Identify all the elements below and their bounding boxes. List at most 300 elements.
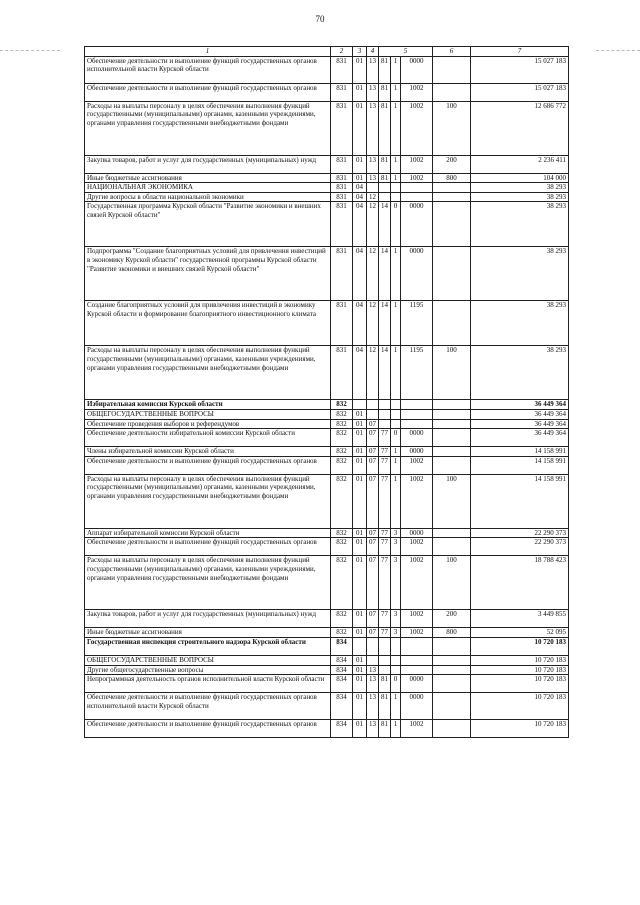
row-direction-code: 0000 [401,202,433,247]
row-section-code: 01 [353,538,367,556]
row-section-code: 01 [353,610,367,628]
row-section-code: 04 [353,202,367,247]
row-expense-type [433,202,471,247]
table-row [85,429,569,447]
table-row [85,693,569,720]
row-amount: 104 000 [471,173,569,183]
row-name: Подпрограмма "Создание благоприятных условий для привлечения инвестиций в экономику Курской области" государственной программы Курской области "Развитие экономики и внешних связей Курской области" [85,247,331,301]
row-amount: 38 293 [471,192,569,202]
table-row [85,474,569,528]
row-name: Расходы на выплаты персоналу в целях обеспечения выполнения функций государственными (муниципальными) органами, казенными учреждениями, органами управления государственными внебюджетными фондами [85,556,331,610]
row-program-code [379,419,391,429]
row-section-code: 01 [353,83,367,101]
row-ministry-code: 832 [331,528,353,538]
row-section-code: 01 [353,429,367,447]
row-program-code: 14 [379,202,391,247]
row-ministry-code: 831 [331,247,353,301]
row-subsection-code: 07 [367,429,379,447]
row-direction-code: 1195 [401,301,433,346]
row-section-code: 01 [353,665,367,675]
row-subsection-code: 13 [367,720,379,738]
row-direction-code [401,665,433,675]
row-program-code: 81 [379,693,391,720]
row-amount: 38 293 [471,301,569,346]
row-expense-type [433,192,471,202]
row-section-code: 01 [353,56,367,83]
row-direction-code: 1002 [401,101,433,155]
row-subsection-code: 13 [367,665,379,675]
row-subsection-code [367,183,379,193]
row-program-code: 81 [379,675,391,693]
row-subsection-code: 07 [367,538,379,556]
table-row [85,456,569,474]
row-direction-code: 1002 [401,83,433,101]
row-ministry-code: 834 [331,675,353,693]
row-ministry-code: 834 [331,693,353,720]
row-subsection-code: 13 [367,173,379,183]
row-name: Обеспечение деятельности избирательной комиссии Курской области [85,429,331,447]
row-ministry-code: 832 [331,419,353,429]
row-direction-code: 1002 [401,155,433,173]
row-expense-type [433,447,471,457]
row-name: Другие вопросы в области национальной экономики [85,192,331,202]
row-ministry-code: 831 [331,183,353,193]
row-subsection-code [367,400,379,410]
row-direction-code: 0000 [401,56,433,83]
row-program-code: 77 [379,628,391,638]
row-subsection-code [367,409,379,419]
table-row [85,192,569,202]
row-subprogram-code: 1 [391,346,401,400]
header-col-1: 1 [85,47,331,57]
row-ministry-code: 832 [331,628,353,638]
row-subprogram-code [391,400,401,410]
row-expense-type [433,409,471,419]
row-subprogram-code [391,192,401,202]
row-direction-code: 0000 [401,693,433,720]
row-ministry-code: 831 [331,192,353,202]
row-name: Другие общегосударственные вопросы [85,665,331,675]
row-section-code: 04 [353,183,367,193]
row-subprogram-code [391,183,401,193]
table-row [85,556,569,610]
row-name: Закупка товаров, работ и услуг для государственных (муниципальных) нужд [85,610,331,628]
row-amount: 22 290 373 [471,528,569,538]
row-name: Непрограммная деятельность органов исполнительной власти Курской области [85,675,331,693]
row-ministry-code: 832 [331,556,353,610]
row-section-code: 01 [353,101,367,155]
row-section-code: 01 [353,675,367,693]
row-section-code: 01 [353,556,367,610]
row-direction-code [401,183,433,193]
row-program-code [379,183,391,193]
row-amount: 14 158 991 [471,474,569,528]
row-subsection-code: 13 [367,693,379,720]
row-direction-code: 1195 [401,346,433,400]
row-direction-code: 0000 [401,528,433,538]
row-section-code: 01 [353,655,367,665]
row-program-code: 81 [379,101,391,155]
row-ministry-code: 831 [331,101,353,155]
row-ministry-code: 832 [331,538,353,556]
row-name: Обеспечение деятельности и выполнение функций государственных органов исполнительной власти Курской области [85,56,331,83]
row-subprogram-code [391,419,401,429]
row-amount: 38 293 [471,183,569,193]
row-subsection-code: 07 [367,628,379,638]
row-subsection-code: 12 [367,192,379,202]
row-program-code: 81 [379,56,391,83]
header-col-3: 3 [353,47,367,57]
row-subsection-code [367,637,379,655]
row-expense-type: 200 [433,610,471,628]
table-row [85,720,569,738]
row-name: Избирательная комиссия Курской области [85,400,331,410]
row-subsection-code: 13 [367,56,379,83]
row-expense-type [433,693,471,720]
table-row [85,637,569,655]
row-expense-type [433,675,471,693]
row-subsection-code [367,655,379,665]
row-subsection-code: 07 [367,474,379,528]
row-amount: 3 449 855 [471,610,569,628]
row-amount: 10 720 183 [471,693,569,720]
row-ministry-code: 832 [331,456,353,474]
row-expense-type: 100 [433,474,471,528]
row-amount: 10 720 183 [471,665,569,675]
row-direction-code: 1002 [401,474,433,528]
row-section-code: 04 [353,346,367,400]
row-section-code: 01 [353,173,367,183]
table-row [85,528,569,538]
row-program-code: 77 [379,528,391,538]
row-expense-type: 100 [433,101,471,155]
row-subprogram-code: 1 [391,101,401,155]
row-expense-type: 800 [433,173,471,183]
row-name: Обеспечение проведения выборов и референдумов [85,419,331,429]
row-program-code [379,637,391,655]
row-ministry-code: 832 [331,474,353,528]
row-section-code: 01 [353,419,367,429]
row-program-code: 81 [379,83,391,101]
table-row [85,247,569,301]
row-direction-code [401,400,433,410]
row-amount: 12 686 772 [471,101,569,155]
row-ministry-code: 831 [331,173,353,183]
table-row [85,610,569,628]
row-subsection-code: 07 [367,419,379,429]
table-row [85,655,569,665]
header-col-6: 6 [433,47,471,57]
row-direction-code: 1002 [401,610,433,628]
row-expense-type [433,456,471,474]
row-amount: 14 158 991 [471,447,569,457]
row-amount: 15 027 183 [471,56,569,83]
row-expense-type: 200 [433,155,471,173]
table-row [85,447,569,457]
row-expense-type [433,247,471,301]
row-amount: 36 449 364 [471,429,569,447]
table-row [85,628,569,638]
row-program-code: 77 [379,447,391,457]
row-program-code: 77 [379,474,391,528]
table-row [85,183,569,193]
row-direction-code [401,192,433,202]
table-row [85,56,569,83]
row-direction-code [401,655,433,665]
scan-artifact-right [596,50,640,52]
row-subsection-code: 13 [367,101,379,155]
row-section-code: 01 [353,720,367,738]
row-expense-type [433,400,471,410]
row-section-code: 01 [353,693,367,720]
row-subprogram-code [391,655,401,665]
table-row [85,301,569,346]
table-row [85,83,569,101]
row-direction-code: 1002 [401,556,433,610]
row-amount: 15 027 183 [471,83,569,101]
header-col-2: 2 [331,47,353,57]
row-program-code: 14 [379,247,391,301]
row-section-code: 04 [353,301,367,346]
header-col-7: 7 [471,47,569,57]
row-amount: 10 720 183 [471,655,569,665]
row-subprogram-code: 3 [391,538,401,556]
row-subprogram-code [391,637,401,655]
row-expense-type: 800 [433,628,471,638]
row-expense-type [433,429,471,447]
budget-table [84,46,569,738]
row-amount: 10 720 183 [471,637,569,655]
row-subsection-code: 12 [367,202,379,247]
header-col-4: 4 [367,47,379,57]
row-amount: 36 449 364 [471,419,569,429]
row-direction-code: 1002 [401,173,433,183]
row-ministry-code: 834 [331,655,353,665]
row-direction-code: 1002 [401,720,433,738]
row-subsection-code: 12 [367,301,379,346]
row-expense-type [433,419,471,429]
row-subsection-code: 12 [367,247,379,301]
row-ministry-code: 831 [331,155,353,173]
row-amount: 36 449 364 [471,409,569,419]
row-subprogram-code: 1 [391,247,401,301]
row-ministry-code: 831 [331,202,353,247]
row-direction-code: 0000 [401,447,433,457]
row-amount: 10 720 183 [471,675,569,693]
row-subprogram-code: 1 [391,456,401,474]
table-row [85,665,569,675]
row-subsection-code: 07 [367,456,379,474]
row-subprogram-code: 0 [391,675,401,693]
row-program-code: 77 [379,610,391,628]
row-amount: 38 293 [471,346,569,400]
row-name: ОБЩЕГОСУДАРСТВЕННЫЕ ВОПРОСЫ [85,655,331,665]
row-name: Расходы на выплаты персоналу в целях обеспечения выполнения функций государственными (муниципальными) органами, казенными учреждениями, органами управления государственными внебюджетными фондами [85,474,331,528]
row-name: Иные бюджетные ассигнования [85,628,331,638]
row-expense-type [433,183,471,193]
row-ministry-code: 831 [331,83,353,101]
row-amount: 14 158 991 [471,456,569,474]
row-ministry-code: 834 [331,665,353,675]
row-program-code: 81 [379,173,391,183]
row-section-code: 01 [353,474,367,528]
row-subsection-code: 07 [367,528,379,538]
row-direction-code [401,637,433,655]
row-expense-type [433,720,471,738]
row-name: Закупка товаров, работ и услуг для государственных (муниципальных) нужд [85,155,331,173]
row-expense-type [433,655,471,665]
row-name: Расходы на выплаты персоналу в целях обеспечения выполнения функций государственными (муниципальными) органами, казенными учреждениями, органами управления государственными внебюджетными фондами [85,101,331,155]
row-direction-code [401,419,433,429]
row-subprogram-code: 0 [391,429,401,447]
row-section-code [353,637,367,655]
row-section-code: 01 [353,155,367,173]
row-direction-code: 1002 [401,456,433,474]
table-row [85,101,569,155]
row-name: Обеспечение деятельности и выполнение функций государственных органов исполнительной власти Курской области [85,693,331,720]
row-section-code: 04 [353,247,367,301]
page-number: 70 [315,14,325,24]
table-body [85,56,569,738]
row-expense-type [433,637,471,655]
header-col-5: 5 [379,47,433,57]
row-ministry-code: 832 [331,400,353,410]
row-expense-type: 100 [433,556,471,610]
row-direction-code: 1002 [401,538,433,556]
row-section-code: 01 [353,409,367,419]
row-subprogram-code: 0 [391,202,401,247]
row-subprogram-code: 3 [391,628,401,638]
row-amount: 36 449 364 [471,400,569,410]
row-section-code [353,400,367,410]
row-expense-type [433,538,471,556]
row-program-code [379,665,391,675]
table-row [85,675,569,693]
row-ministry-code: 834 [331,720,353,738]
row-program-code: 14 [379,301,391,346]
row-section-code: 01 [353,456,367,474]
row-subprogram-code: 1 [391,447,401,457]
row-name: Государственная инспекция строительного надзора Курской области [85,637,331,655]
row-subprogram-code: 1 [391,720,401,738]
row-subprogram-code: 3 [391,610,401,628]
row-program-code: 14 [379,346,391,400]
row-ministry-code: 831 [331,301,353,346]
row-expense-type: 100 [433,346,471,400]
row-program-code: 77 [379,456,391,474]
row-name: ОБЩЕГОСУДАРСТВЕННЫЕ ВОПРОСЫ [85,409,331,419]
row-expense-type [433,83,471,101]
row-expense-type [433,301,471,346]
row-program-code: 77 [379,538,391,556]
table-row [85,409,569,419]
row-name: Государственная программа Курской области "Развитие экономики и внешних связей Курской области" [85,202,331,247]
row-name: Иные бюджетные ассигнования [85,173,331,183]
row-subsection-code: 07 [367,447,379,457]
row-expense-type [433,528,471,538]
table-row [85,173,569,183]
row-subsection-code: 12 [367,346,379,400]
table-row [85,202,569,247]
row-program-code: 77 [379,429,391,447]
table-row [85,419,569,429]
row-ministry-code: 832 [331,610,353,628]
row-name: НАЦИОНАЛЬНАЯ ЭКОНОМИКА [85,183,331,193]
row-subsection-code: 07 [367,610,379,628]
row-subprogram-code: 1 [391,301,401,346]
row-direction-code: 0000 [401,247,433,301]
row-program-code [379,192,391,202]
row-subprogram-code: 1 [391,474,401,528]
row-subsection-code: 13 [367,83,379,101]
row-expense-type [433,56,471,83]
row-name: Обеспечение деятельности и выполнение функций государственных органов [85,538,331,556]
row-section-code: 01 [353,528,367,538]
row-subprogram-code: 1 [391,56,401,83]
row-subsection-code: 13 [367,675,379,693]
row-section-code: 01 [353,447,367,457]
row-amount: 10 720 183 [471,720,569,738]
row-expense-type [433,665,471,675]
row-subprogram-code: 1 [391,693,401,720]
scan-artifact-left [0,50,60,52]
row-program-code: 81 [379,720,391,738]
row-program-code [379,400,391,410]
row-ministry-code: 832 [331,429,353,447]
row-name: Создание благоприятных условий для привлечения инвестиций в экономику Курской области и формирование благоприятного инвестиционного климата [85,301,331,346]
row-direction-code [401,409,433,419]
row-direction-code: 0000 [401,429,433,447]
row-amount: 52 095 [471,628,569,638]
row-subprogram-code: 3 [391,556,401,610]
row-ministry-code: 831 [331,56,353,83]
row-amount: 38 293 [471,202,569,247]
header-row [85,47,569,57]
row-subprogram-code: 1 [391,155,401,173]
row-program-code: 77 [379,556,391,610]
row-program-code [379,655,391,665]
row-amount: 22 290 373 [471,538,569,556]
row-ministry-code: 834 [331,637,353,655]
row-name: Расходы на выплаты персоналу в целях обеспечения выполнения функций государственными (муниципальными) органами, казенными учреждениями, органами управления государственными внебюджетными фондами [85,346,331,400]
row-program-code [379,409,391,419]
row-subprogram-code: 1 [391,173,401,183]
row-ministry-code: 832 [331,447,353,457]
row-amount: 18 788 423 [471,556,569,610]
row-amount: 2 236 411 [471,155,569,173]
table-row [85,155,569,173]
row-subsection-code: 07 [367,556,379,610]
row-name: Обеспечение деятельности и выполнение функций государственных органов [85,83,331,101]
row-subprogram-code: 3 [391,528,401,538]
row-direction-code: 0000 [401,675,433,693]
row-program-code: 81 [379,155,391,173]
row-amount: 38 293 [471,247,569,301]
row-subsection-code: 13 [367,155,379,173]
table-row [85,538,569,556]
row-subprogram-code: 1 [391,83,401,101]
row-subprogram-code [391,665,401,675]
row-name: Аппарат избирательной комиссии Курской области [85,528,331,538]
row-ministry-code: 831 [331,346,353,400]
row-name: Члены избирательной комиссии Курской области [85,447,331,457]
row-direction-code: 1002 [401,628,433,638]
table-row [85,346,569,400]
row-subprogram-code [391,409,401,419]
row-section-code: 01 [353,628,367,638]
row-name: Обеспечение деятельности и выполнение функций государственных органов [85,456,331,474]
row-section-code: 04 [353,192,367,202]
